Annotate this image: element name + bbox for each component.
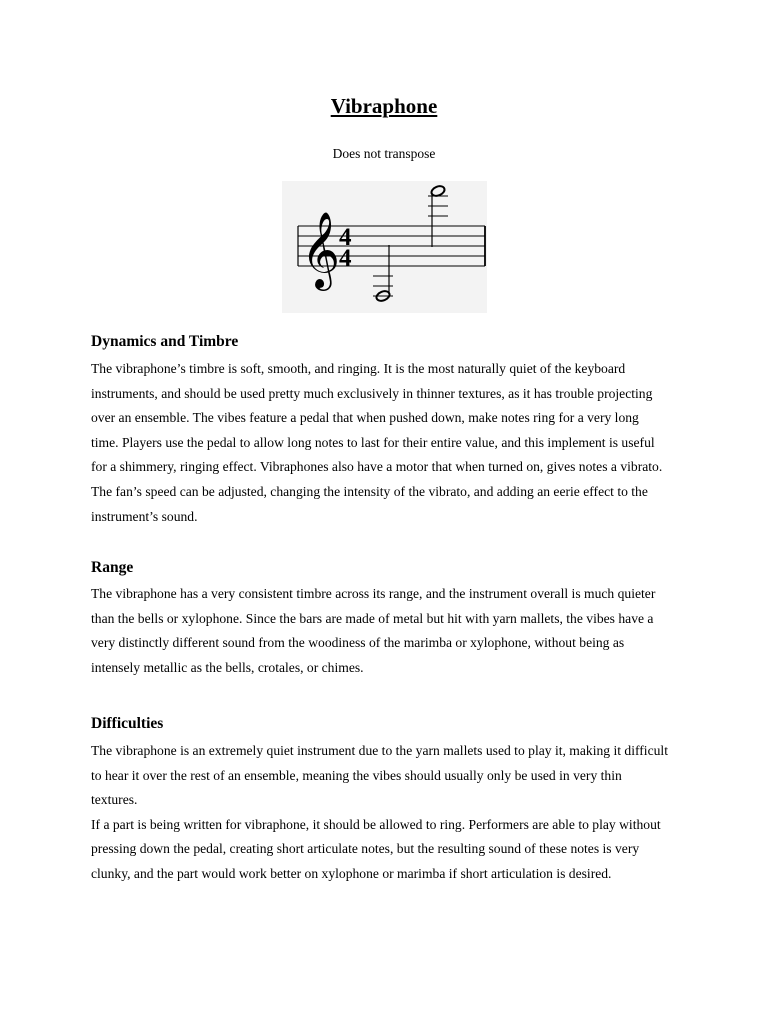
paragraph-line: The fan’s speed can be adjusted, changing the intensity of the vibrato, and adding an eerie effect to the [91, 483, 648, 499]
section-heading-difficulties: Difficulties [91, 715, 164, 732]
time-signature-top: 4 [339, 224, 352, 251]
transposition-note: Does not transpose [332, 146, 436, 161]
page-title: Vibraphone [330, 94, 438, 118]
paragraph-line: The vibraphone’s timbre is soft, smooth, and ringing. It is the most naturally quiet of the keyboard [91, 361, 626, 376]
paragraph-line: over an ensemble. The vibes feature a pedal that when pushed down, make notes ring for a very long [91, 410, 639, 426]
range-staff [282, 181, 487, 313]
paragraph-line: The vibraphone is an extremely quiet instrument due to the yarn mallets used to play it, making it difficult [91, 743, 668, 758]
paragraph-line: than the bells or xylophone. Since the bars are made of metal but hit with yarn mallets, the vibes have a [91, 610, 654, 626]
high-note-f6 [428, 184, 448, 247]
paragraph-line: to hear it over the rest of an ensemble, meaning the vibes should usually only be used in very thin [91, 767, 622, 783]
low-note-f3 [373, 245, 393, 303]
section-body-difficulties [91, 739, 691, 887]
paragraph-line: instruments, and should be used pretty much exclusively in thinner textures, as it has trouble projecting [91, 385, 653, 401]
paragraph-line: clunky, and the part would work better on xylophone or marimba if short articulation is desired. [91, 865, 612, 881]
section-body-range [91, 582, 691, 680]
paragraph-line: instrument’s sound. [91, 508, 198, 524]
paragraph-line: for a shimmery, ringing effect. Vibraphones also have a motor that when turned on, gives notes a vibrato. [91, 459, 663, 475]
paragraph-line: intensely metallic as the bells, crotales, or chimes. [91, 659, 364, 675]
paragraph-line: time. Players use the pedal to allow long notes to last for their entire value, and this implement is useful [91, 434, 655, 450]
paragraph-line: textures. [91, 792, 138, 808]
section-body-dynamics-and-timbre [91, 357, 691, 529]
section-heading-dynamics-and-timbre: Dynamics and Timbre [91, 333, 239, 350]
paragraph-line: very distinctly different sound from the woodiness of the marimba or xylophone, without being as [91, 635, 625, 651]
section-heading-range: Range [91, 559, 134, 576]
paragraph-line: The vibraphone has a very consistent timbre across its range, and the instrument overall is much quieter [91, 586, 656, 601]
treble-clef-icon: 𝄞 [301, 211, 341, 288]
time-signature-bottom: 4 [339, 245, 352, 272]
paragraph-line: pressing down the pedal, creating short articulate notes, but the resulting sound of these notes is very [91, 841, 640, 857]
paragraph-line: If a part is being written for vibraphone, it should be allowed to ring. Performers are able to play without [91, 816, 661, 832]
range-figure [282, 181, 487, 313]
